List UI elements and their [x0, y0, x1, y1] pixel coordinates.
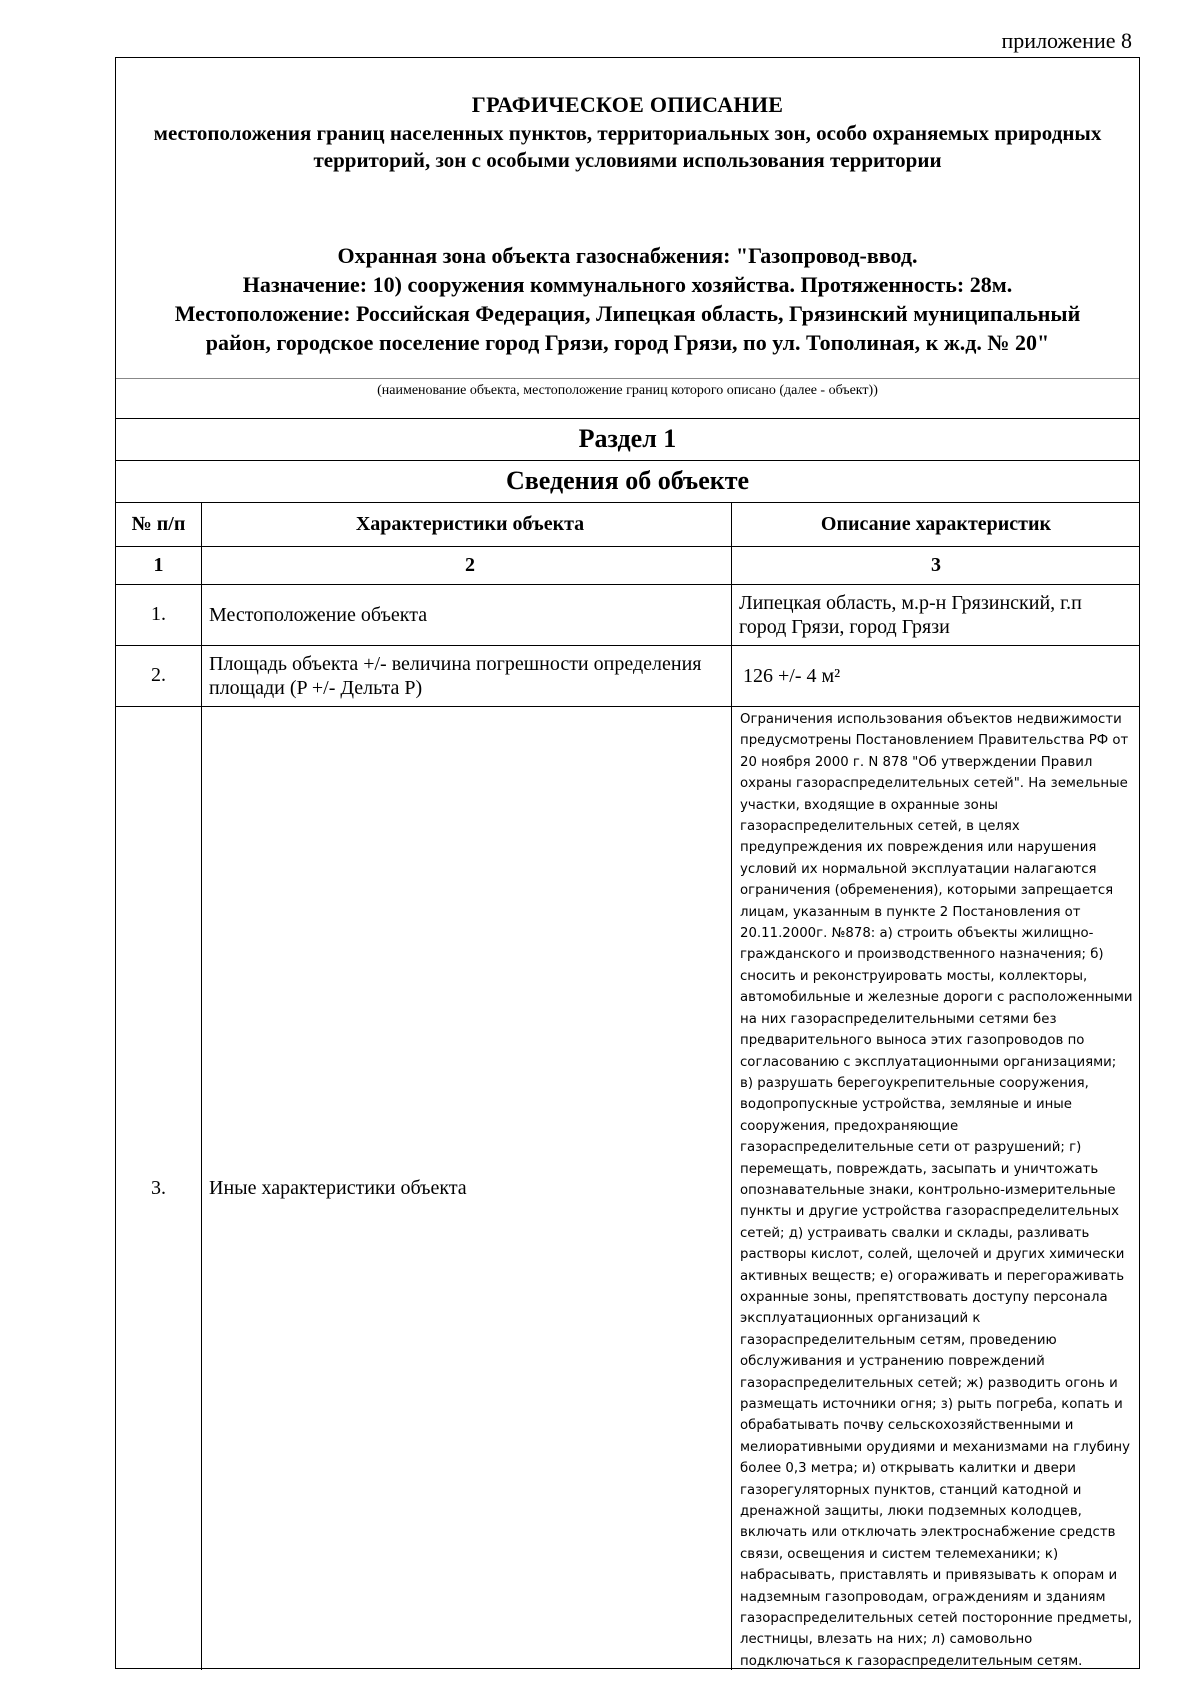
section-label: Раздел 1: [578, 424, 677, 453]
section-title: Сведения об объекте: [505, 466, 750, 495]
header-characteristic: Характеристики объекта: [355, 513, 585, 535]
row-description-restrictions: Ограничения использования объектов недвижимости предусмотрены Постановлением Правительства РФ от 20 ноября 2000 г. N 878 "Об утверждении Правил охраны газораспределительных сетей". На земельные участки, входящие в охранные зоны газораспределительных сетей, в целях предупреждения их повреждения или нарушения условий их нормальной эксплуатации налагаются ограничения (обременения), которыми запрещается лицам, указанным в пункте 2 Постановления от 20.11.2000г. №878: а) строить объекты жилищно-гражданского и производственного назначения; б) сносить и реконструировать мосты, коллекторы, автомобильные и железные дороги с расположенными на них газораспределительными сетями без предварительного выноса этих газопроводов по согласованию с эксплуатационными организациями; в) разрушать берегоукрепительные сооружения, водопропускные устройства, земляные и иные сооружения, предохраняющие газораспределительные сети от разрушений; г) перемещать, повреждать, засыпать и уничтожать опознавательные знаки, контрольно-измерительные пункты и другие устройства газораспределительных сетей; д) устраивать свалки и склады, разливать растворы кислот, солей, щелочей и других химически активных веществ; е) огораживать и перегораживать охранные зоны, препятствовать доступу персонала эксплуатационных организаций к газораспределительным сетям, проведению обслуживания и устранению повреждений газораспределительных сетей; ж) разводить огонь и размещать источники огня; з) рыть погреба, копать и обрабатывать почву сельскохозяйственными и мелиоративными орудиями и механизмами на глубину более 0,3 метра; и) открывать калитки и двери газорегуляторных пунктов, станций катодной и дренажной защиты, люки подземных колодцев, включать или отключать электроснабжение средств связи, освещения и систем телемеханики; к) набрасывать, приставлять и привязывать к опорам и надземным газопроводам, ограждениям и зданиям газораспределительных сетей посторонние предметы, лестницы, влезать на них; л) самовольно подключаться к газораспределительным сетям.: [740, 712, 1133, 1669]
header-description: Описание характеристик: [820, 513, 1052, 535]
caption-rule: [116, 378, 1139, 379]
object-description: [124, 241, 1131, 357]
row-number: 1.: [151, 603, 166, 625]
column-number: 3: [931, 554, 941, 576]
divider: [116, 460, 1139, 461]
column-number: 2: [465, 554, 475, 576]
row-number: 2.: [151, 664, 166, 686]
row-characteristic: Местоположение объекта: [209, 603, 428, 626]
document-header: [116, 58, 1139, 418]
row-characteristic: Площадь объекта +/- величина погрешности определения площади (P +/- Дельта P): [209, 652, 702, 699]
document-subtitle: местоположения границ населенных пунктов, территориальных зон, особо охраняемых природных территорий, зон с особыми условиями использования территории: [153, 121, 1102, 172]
appendix-label: приложение 8: [1001, 28, 1132, 53]
object-line: район, городское поселение город Грязи, город Грязи, по ул. Тополиная, к ж.д. № 20": [205, 330, 1050, 355]
column-number: 1: [153, 553, 164, 576]
row-number: 3.: [151, 1176, 166, 1199]
header-number: № п/п: [131, 512, 186, 535]
object-line: Местоположение: Российская Федерация, Липецкая область, Грязинский муниципальный: [174, 301, 1081, 326]
document-frame: [115, 57, 1140, 1669]
row-characteristic: Иные характеристики объекта: [209, 1177, 467, 1199]
row-description: 126 +/- 4 м²: [743, 664, 841, 687]
divider: [116, 418, 1139, 419]
object-caption: (наименование объекта, местоположение границ которого описано (далее - объект)): [377, 383, 878, 398]
object-line: Охранная зона объекта газоснабжения: "Газопровод-ввод.: [337, 243, 918, 268]
row-description: Липецкая область, м.р-н Грязинский, г.п город Грязи, город Грязи: [739, 591, 1082, 638]
document-title: ГРАФИЧЕСКОЕ ОПИСАНИЕ: [471, 92, 784, 117]
object-line: Назначение: 10) сооружения коммунального хозяйства. Протяженность: 28м.: [242, 272, 1013, 297]
